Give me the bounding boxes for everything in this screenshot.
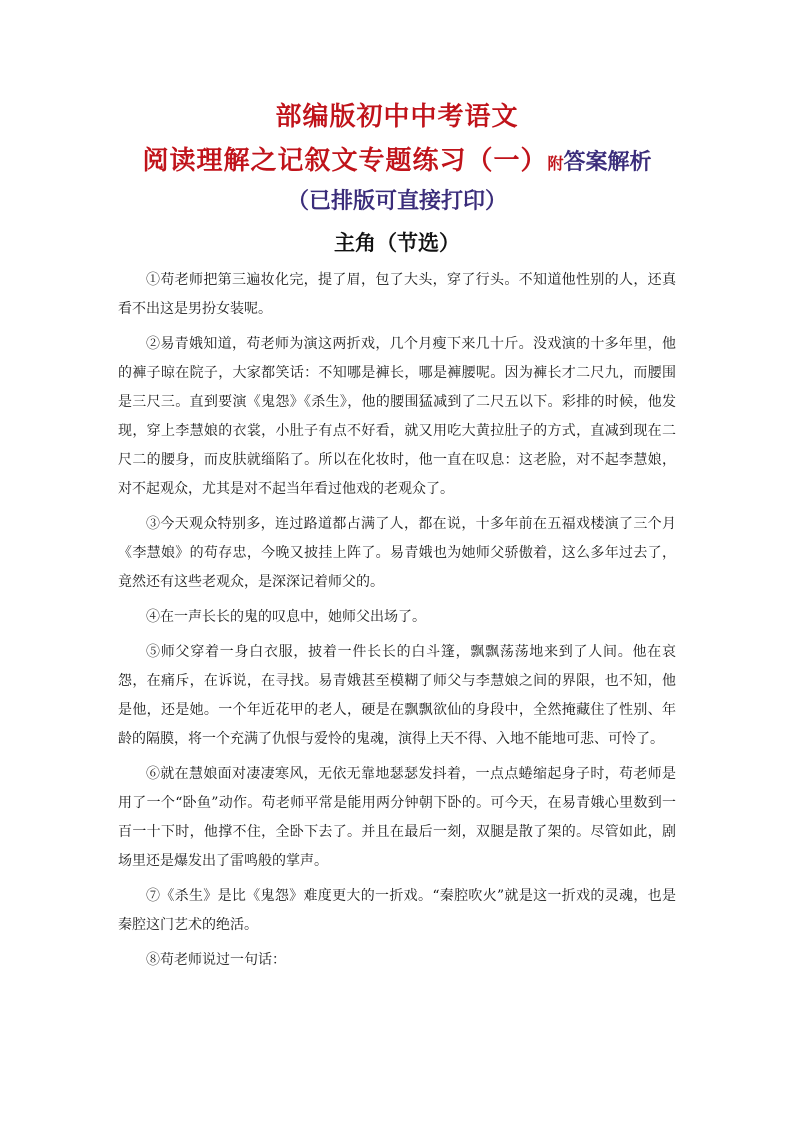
document-title: 部编版初中中考语文 (275, 102, 519, 132)
subtitle-attach-label: 附 (547, 154, 564, 173)
subtitle-answer-label: 答案解析 (563, 149, 652, 175)
print-note: （已排版可直接打印） (286, 188, 507, 214)
paragraph-7: ⑦《杀生》是比《鬼怨》难度更大的一折戏。“秦腔吹火”就是这一折戏的灵魂，也是秦腔这门艺术的绝活。 (118, 888, 676, 933)
paragraph-1: ①苟老师把第三遍妆化完，提了眉，包了大头，穿了行头。不知道他性别的人，还真看不出这是男扮女装呢。 (118, 272, 676, 317)
paragraph-2: ②易青娥知道，苟老师为演这两折戏，几个月瘦下来几十斤。没戏演的十多年里，他的褲子晾在院子，大家都笑话：不知哪是褲长，哪是褲腰呢。因为褲长才二尺九，而腰围是三尺三。直到要演《鬼怨》《杀生》，他的腰围猛减到了二尺五以下。彩排的时候，他发现，穿上李慧娘的衣裳，小肚子有点不好看，就又用吃大黄拉肚子的方式，直减到现在二尺二的腰身，而皮肤就缁陷了。所以在化妆时，他一直在叹息：这老脸，对不起李慧娘，对不起观众，尤其是对不起当年看过他戏的老观众了。 (118, 336, 676, 497)
paragraph-8: ⑧苟老师说过一句话： (146, 952, 286, 968)
paragraph-4: ④在一声长长的鬼的叹息中，她师父出场了。 (146, 609, 426, 625)
paragraph-3: ③今天观众特别多，连过路道都占满了人，都在说，十多年前在五福戏楼演了三个月《李慧娘》的苟存忠，今晚又披挂上阵了。易青娥也为她师父骄傲着，这么多年过去了，竟然还有这些老观众，是深深记着师父的。 (118, 516, 676, 590)
article-title: 主角（节选） (334, 230, 460, 255)
article-body (118, 266, 676, 981)
paragraph-5: ⑤师父穿着一身白衣服，披着一件长长的白斗篷，飘飘荡荡地来到了人间。他在哀怨，在痛斥，在诉说，在寻找。易青娥甚至模糊了师父与李慧娘之间的界限，也不知，他是他，还是她。一个年近花甲的老人，硬是在飘飘欲仙的身段中，全然掩藏住了性别、年龄的隔膜，将一个充满了仇恨与爱怜的鬼魂，演得上天不得、入地不能地可悲、可怜了。 (118, 644, 676, 747)
subtitle-main: 阅读理解之记叙文专题练习（一） (142, 146, 548, 176)
document-subtitle (0, 142, 794, 183)
paragraph-6: ⑥就在慧娘面对凄凄寒风，无依无靠地瑟瑟发抖着，一点点蜷缩起身子时，苟老师是用了一个“卧鱼”动作。苟老师平常是能用两分钟朝下卧的。可今天，在易青娥心里数到一百一十下时，他撑不住，全卧下去了。并且在最后一刻，双腿是散了架的。尽管如此，剧场里还是爆发出了雷鸣般的掌声。 (118, 766, 676, 869)
